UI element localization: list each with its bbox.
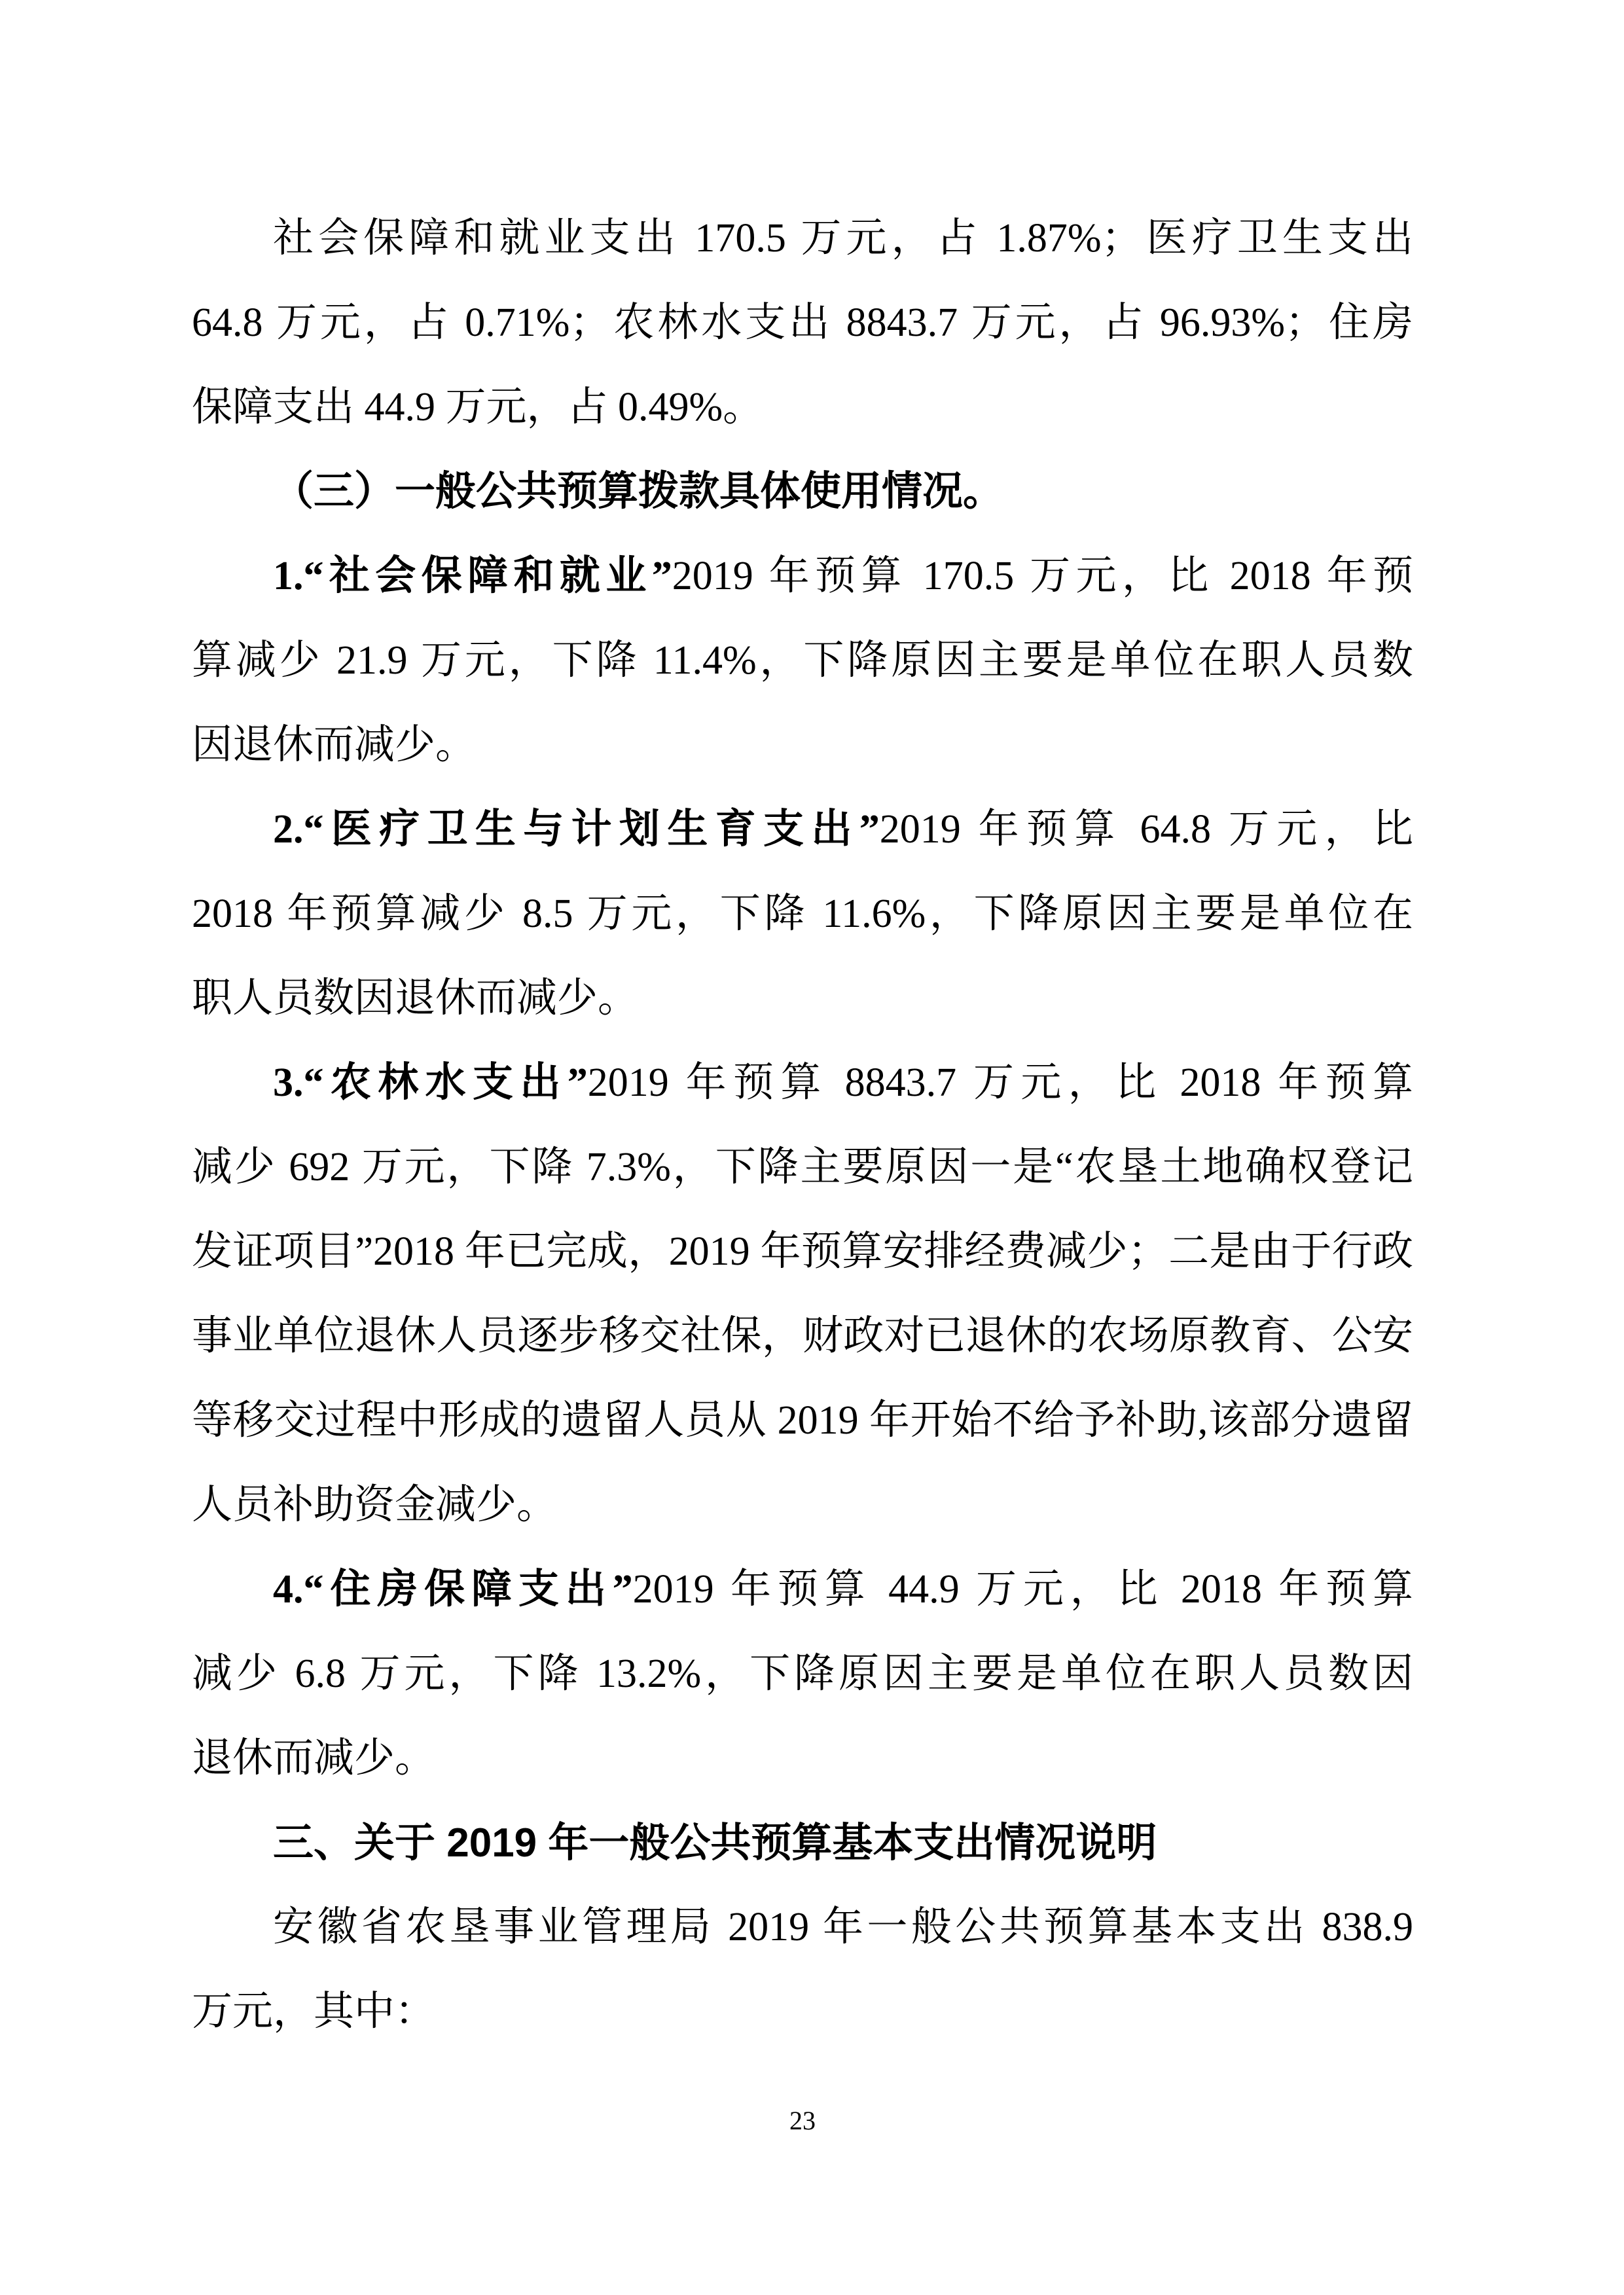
paragraph-line — [192, 365, 1413, 450]
body-text: 社会保障和就业支出 170.5 万元，占 1.87%；医疗卫生支出 — [273, 216, 1413, 261]
item-3-line — [192, 1125, 1413, 1210]
body-text: 2018 年预算减少 8.5 万元，下降 11.6%，下降原因主要是单位在 — [192, 892, 1413, 936]
heading-text: 三、关于 2019 年一般公共预算基本支出情况说明 — [273, 1820, 1157, 1866]
paragraph-line — [192, 281, 1413, 365]
body-text: 2019 年预算 64.8 万元，比 — [879, 807, 1413, 852]
body-text: 2019 年预算 8843.7 万元，比 2018 年预算 — [587, 1060, 1413, 1105]
item-3-line — [192, 1463, 1413, 1547]
body-text: 减少 692 万元，下降 7.3%，下降主要原因一是“农垦土地确权登记 — [192, 1145, 1413, 1189]
section-heading-basic-expenditure — [192, 1801, 1413, 1885]
body-text: 2019 年预算 170.5 万元，比 2018 年预 — [672, 554, 1413, 598]
item-3-line — [192, 1041, 1413, 1125]
paragraph-line — [192, 1970, 1413, 2054]
item-3-lead: 3.“农林水支出” — [273, 1060, 588, 1105]
section-heading-usage — [192, 450, 1413, 534]
item-4-line — [192, 1547, 1413, 1632]
paragraph-line — [192, 1885, 1413, 1970]
body-text: 退休而减少。 — [192, 1736, 436, 1780]
item-2-line — [192, 956, 1413, 1041]
item-2-lead: 2.“医疗卫生与计划生育支出” — [273, 807, 880, 852]
item-2-line — [192, 787, 1413, 872]
body-text: 2019 年预算 44.9 万元，比 2018 年预算 — [632, 1567, 1413, 1612]
body-text: 职人员数因退休而减少。 — [192, 976, 639, 1021]
body-text: 算减少 21.9 万元，下降 11.4%，下降原因主要是单位在职人员数 — [192, 638, 1413, 683]
page-footer — [192, 2098, 1413, 2144]
body-text: 减少 6.8 万元，下降 13.2%，下降原因主要是单位在职人员数因 — [192, 1652, 1413, 1696]
body-text: 事业单位退休人员逐步移交社保，财政对已退休的农场原教育、公安 — [192, 1314, 1413, 1358]
item-1-line — [192, 619, 1413, 703]
body-text: 万元，其中： — [192, 1989, 436, 2034]
page-number: 23 — [789, 2106, 816, 2135]
body-text: 发证项目”2018 年已完成，2019 年预算安排经费减少；二是由于行政 — [192, 1229, 1413, 1274]
item-1-line — [192, 534, 1413, 619]
paragraph-line — [192, 196, 1413, 281]
item-3-line — [192, 1379, 1413, 1463]
item-4-line — [192, 1716, 1413, 1801]
body-text: 人员补助资金减少。 — [192, 1483, 558, 1527]
document-body — [192, 196, 1413, 2054]
body-text: 等移交过程中形成的遗留人员从 2019 年开始不给予补助,该部分遗留 — [192, 1398, 1413, 1443]
body-text: 因退休而减少。 — [192, 723, 477, 767]
body-text: 保障支出 44.9 万元，占 0.49%。 — [192, 385, 764, 429]
item-2-line — [192, 872, 1413, 956]
item-4-line — [192, 1632, 1413, 1716]
item-3-line — [192, 1294, 1413, 1379]
heading-text: （三）一般公共预算拨款具体使用情况。 — [273, 469, 1004, 514]
item-1-lead: 1.“社会保障和就业” — [273, 554, 672, 598]
body-text: 安徽省农垦事业管理局 2019 年一般公共预算基本支出 838.9 — [273, 1905, 1413, 1949]
item-1-line — [192, 703, 1413, 787]
item-3-line — [192, 1210, 1413, 1294]
body-text: 64.8 万元，占 0.71%；农林水支出 8843.7 万元，占 96.93%；住房 — [192, 300, 1413, 345]
item-4-lead: 4.“住房保障支出” — [273, 1567, 633, 1612]
